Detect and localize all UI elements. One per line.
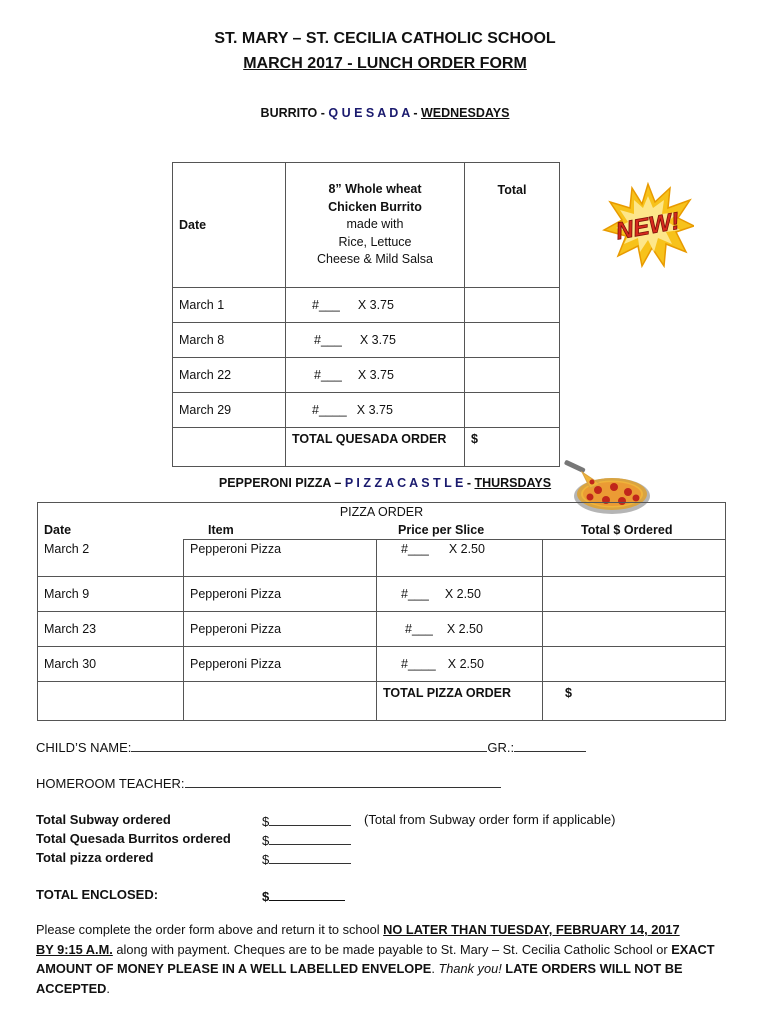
homeroom-field[interactable]: [185, 774, 501, 788]
total-enclosed-field[interactable]: [262, 887, 345, 904]
row-total-cell[interactable]: [465, 393, 560, 428]
pizza-header-cell: [38, 503, 726, 540]
thank-you-text: Thank you!: [438, 961, 502, 976]
new-badge: [602, 182, 694, 268]
empty-cell: [173, 428, 286, 467]
quesada-total-field[interactable]: [262, 831, 351, 848]
table-row: [173, 323, 560, 358]
item-desc-line: Cheese & Mild Salsa: [316, 252, 434, 267]
col-total-header: Total $ Ordered: [581, 523, 673, 537]
row-total-cell[interactable]: [543, 540, 726, 577]
qty-field[interactable]: #___: [312, 298, 340, 312]
row-qty-cell[interactable]: [377, 540, 543, 577]
form-title: MARCH 2017 - LUNCH ORDER FORM: [243, 55, 527, 72]
table-total-row: [173, 428, 560, 467]
amount-line[interactable]: [269, 850, 351, 864]
row-qty-cell[interactable]: [377, 612, 543, 647]
empty-cell: [38, 682, 184, 721]
row-qty-cell[interactable]: [377, 647, 543, 682]
subway-note: (Total from Subway order form if applicable): [364, 812, 616, 827]
burrito-heading-part: -: [409, 106, 421, 120]
col-item-header: Item: [208, 523, 234, 537]
school-name: ST. MARY – ST. CECILIA CATHOLIC SCHOOL: [214, 30, 556, 47]
late-orders-text: LATE ORDERS WILL NOT BE ACCEPTED: [36, 961, 683, 996]
row-total-cell[interactable]: [543, 612, 726, 647]
note-text: .: [431, 961, 439, 976]
total-pizza-value[interactable]: $: [543, 682, 726, 721]
burrito-heading: [0, 106, 770, 120]
table-header-row: [173, 163, 560, 288]
note-text: Please complete the order form above and return it to school: [36, 922, 384, 937]
item-desc-line: 8” Whole wheat: [328, 182, 422, 197]
instructions-note: [36, 920, 736, 998]
row-price: X 2.50: [448, 542, 485, 556]
grade-field[interactable]: [514, 738, 586, 752]
qty-field[interactable]: #___: [405, 622, 433, 636]
row-date: March 30: [38, 647, 184, 682]
table-row: [173, 358, 560, 393]
total-pizza-label: TOTAL PIZZA ORDER: [377, 682, 543, 721]
badge-text: NEW!: [613, 207, 682, 246]
row-date: March 9: [38, 577, 184, 612]
qty-field[interactable]: #____: [401, 657, 436, 671]
table-total-row: [38, 682, 726, 721]
burrito-heading-part: BURRITO -: [260, 106, 329, 120]
pizza-heading: [0, 476, 770, 490]
deadline-time: BY 9:15 A.M.: [36, 941, 113, 957]
pizza-heading-part: PEPPERONI PIZZA –: [218, 476, 345, 490]
amount-line[interactable]: [269, 831, 351, 845]
row-total-cell[interactable]: [465, 323, 560, 358]
item-desc-line: made with: [346, 217, 404, 232]
row-date: March 1: [173, 288, 286, 323]
qty-field[interactable]: #____: [312, 403, 347, 417]
row-qty-cell[interactable]: [286, 393, 465, 428]
row-qty-cell[interactable]: [286, 358, 465, 393]
dollar-sign: $: [262, 852, 270, 867]
burrito-order-table: [172, 162, 560, 467]
row-date: March 2: [38, 540, 184, 577]
table-row: [38, 577, 726, 612]
table-row: [173, 288, 560, 323]
pizza-order-table: [37, 502, 726, 721]
col-item-header: [286, 163, 465, 288]
subway-total-label: Total Subway ordered: [36, 812, 171, 827]
child-name-field[interactable]: [131, 738, 487, 752]
quesada-total-label: Total Quesada Burritos ordered: [36, 831, 231, 846]
row-date: March 29: [173, 393, 286, 428]
item-desc-line: Rice, Lettuce: [338, 234, 412, 249]
row-price: X 3.75: [357, 298, 394, 312]
dollar-sign: $: [262, 814, 270, 829]
row-price: X 3.75: [356, 403, 393, 417]
note-text: .: [106, 980, 110, 996]
row-item: Pepperoni Pizza: [184, 612, 377, 647]
table-row: [38, 612, 726, 647]
note-text: along with payment. Cheques are to be made payable to St. Mary – St. Cecilia Catholic School or: [112, 941, 672, 957]
row-date: March 8: [173, 323, 286, 358]
col-date-header: Date: [44, 523, 72, 537]
row-total-cell[interactable]: [543, 577, 726, 612]
col-price-header: Price per Slice: [398, 523, 485, 537]
item-desc-line: Chicken Burrito: [328, 199, 422, 214]
row-total-cell[interactable]: [543, 647, 726, 682]
homeroom-row: [36, 774, 501, 791]
qty-field[interactable]: #___: [401, 542, 429, 556]
row-date: March 22: [173, 358, 286, 393]
child-name-label: CHILD’S NAME:: [36, 740, 132, 755]
row-total-cell[interactable]: [465, 358, 560, 393]
total-quesada-label: TOTAL QUESADA ORDER: [286, 428, 465, 467]
col-date-header: Date: [173, 163, 286, 288]
deadline-text: NO LATER THAN TUESDAY, FEBRUARY 14, 2017: [383, 922, 680, 937]
homeroom-label: HOMEROOM TEACHER:: [36, 776, 185, 791]
row-qty-cell[interactable]: [286, 288, 465, 323]
pizza-heading-vendor: P I Z Z A C A S T L E: [344, 476, 464, 490]
row-item: Pepperoni Pizza: [184, 577, 377, 612]
row-price: X 2.50: [444, 587, 481, 601]
dollar-sign: $: [262, 889, 270, 904]
row-price: X 3.75: [359, 333, 396, 347]
dollar-sign: $: [262, 833, 270, 848]
burrito-heading-day: WEDNESDAYS: [420, 106, 510, 120]
exact-amount-text: EXACT AMOUNT OF MONEY PLEASE IN A WELL LABELLED ENVELOPE: [36, 941, 715, 976]
qty-field[interactable]: #___: [314, 333, 342, 347]
row-price: X 2.50: [446, 622, 483, 636]
qty-field[interactable]: #___: [401, 587, 429, 601]
row-price: X 2.50: [447, 657, 484, 671]
pizza-heading-part: -: [463, 476, 475, 490]
table-row: [38, 540, 726, 577]
qty-field[interactable]: #___: [314, 368, 342, 382]
total-quesada-value[interactable]: $: [465, 428, 560, 467]
row-item: Pepperoni Pizza: [184, 540, 377, 577]
empty-cell: [184, 682, 377, 721]
amount-line[interactable]: [269, 812, 351, 826]
pizza-total-field[interactable]: [262, 850, 351, 867]
total-enclosed-label: TOTAL ENCLOSED:: [36, 887, 159, 902]
amount-line[interactable]: [269, 887, 345, 901]
subway-total-field[interactable]: [262, 812, 351, 829]
child-name-row: [36, 738, 586, 755]
pizza-total-label: Total pizza ordered: [36, 850, 154, 865]
row-price: X 3.75: [357, 368, 394, 382]
table-row: [38, 647, 726, 682]
starburst-icon: [602, 182, 694, 268]
row-qty-cell[interactable]: [377, 577, 543, 612]
grade-label: GR.:: [487, 740, 515, 755]
row-item: Pepperoni Pizza: [184, 647, 377, 682]
pizza-order-title: PIZZA ORDER: [339, 505, 424, 519]
table-header-row: [38, 503, 726, 540]
burrito-heading-vendor: Q U E S A D A: [328, 106, 410, 120]
pizza-heading-day: THURSDAYS: [474, 476, 552, 490]
row-date: March 23: [38, 612, 184, 647]
table-row: [173, 393, 560, 428]
row-total-cell[interactable]: [465, 288, 560, 323]
row-qty-cell[interactable]: [286, 323, 465, 358]
col-total-header: Total: [465, 163, 560, 288]
